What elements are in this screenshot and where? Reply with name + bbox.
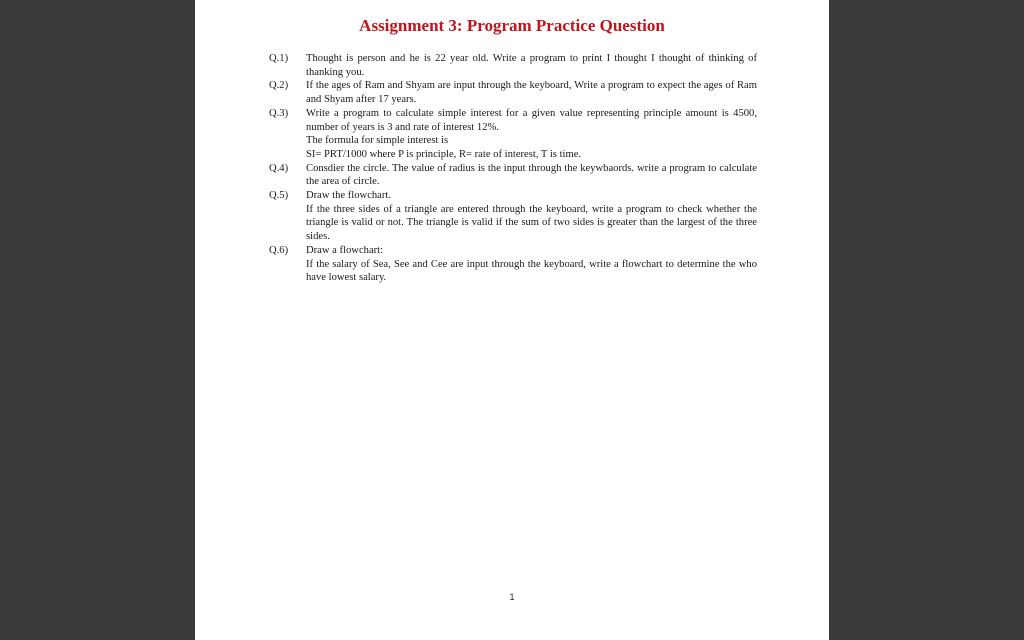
question-paragraph: If the ages of Ram and Shyam are input through the keyboard, Write a program to expect the ages of Ram and Shyam after 17 years. bbox=[306, 80, 757, 106]
question-6 bbox=[269, 244, 757, 285]
question-number: Q.2) bbox=[269, 80, 289, 92]
question-text bbox=[306, 79, 757, 106]
question-number: Q.3) bbox=[269, 107, 289, 119]
question-2 bbox=[269, 79, 757, 106]
question-paragraph: Write a program to calculate simple interest for a given value representing principle amount is 4500, number of years is 3 and rate of interest 12%. bbox=[306, 107, 757, 133]
formula-line: SI= PRT/1000 where P is principle, R= rate of interest, T is time. bbox=[306, 148, 582, 160]
question-4 bbox=[269, 162, 757, 189]
question-number: Q.5) bbox=[269, 190, 289, 202]
question-number: Q.4) bbox=[269, 162, 289, 174]
question-number: Q.1) bbox=[269, 53, 289, 64]
question-text bbox=[306, 107, 757, 162]
document-page bbox=[195, 0, 829, 640]
question-paragraph: The formula for simple interest is bbox=[306, 135, 449, 147]
question-paragraph: Thought is person and he is 22 year old. Write a program to print I thought I thought of thinking of thanking you. bbox=[306, 53, 757, 78]
question-paragraph: If the salary of Sea, See and Cee are input through the keyboard, write a flowchart to determine the who have lowest salary. bbox=[306, 258, 757, 284]
question-list bbox=[269, 52, 757, 285]
page-number: 1 bbox=[509, 592, 515, 602]
question-paragraph: Draw the flowchart. bbox=[306, 190, 392, 202]
question-paragraph: Consdier the circle. The value of radius is the input through the keywbaords. write a program to calculate the area of circle. bbox=[306, 162, 757, 188]
question-1 bbox=[269, 52, 757, 79]
question-text bbox=[306, 244, 757, 285]
question-paragraph: If the three sides of a triangle are entered through the keyboard, write a program to check whether the triangle is valid or not. The triangle is valid if the sum of two sides is greater than the largest of the three sides. bbox=[306, 203, 757, 243]
question-5 bbox=[269, 189, 757, 244]
question-text bbox=[306, 52, 757, 79]
question-3 bbox=[269, 107, 757, 162]
question-text bbox=[306, 162, 757, 189]
question-number: Q.6) bbox=[269, 244, 289, 256]
question-paragraph: Draw a flowchart: bbox=[306, 244, 384, 256]
page-title: Assignment 3: Program Practice Question bbox=[359, 16, 665, 35]
question-text bbox=[306, 189, 757, 244]
